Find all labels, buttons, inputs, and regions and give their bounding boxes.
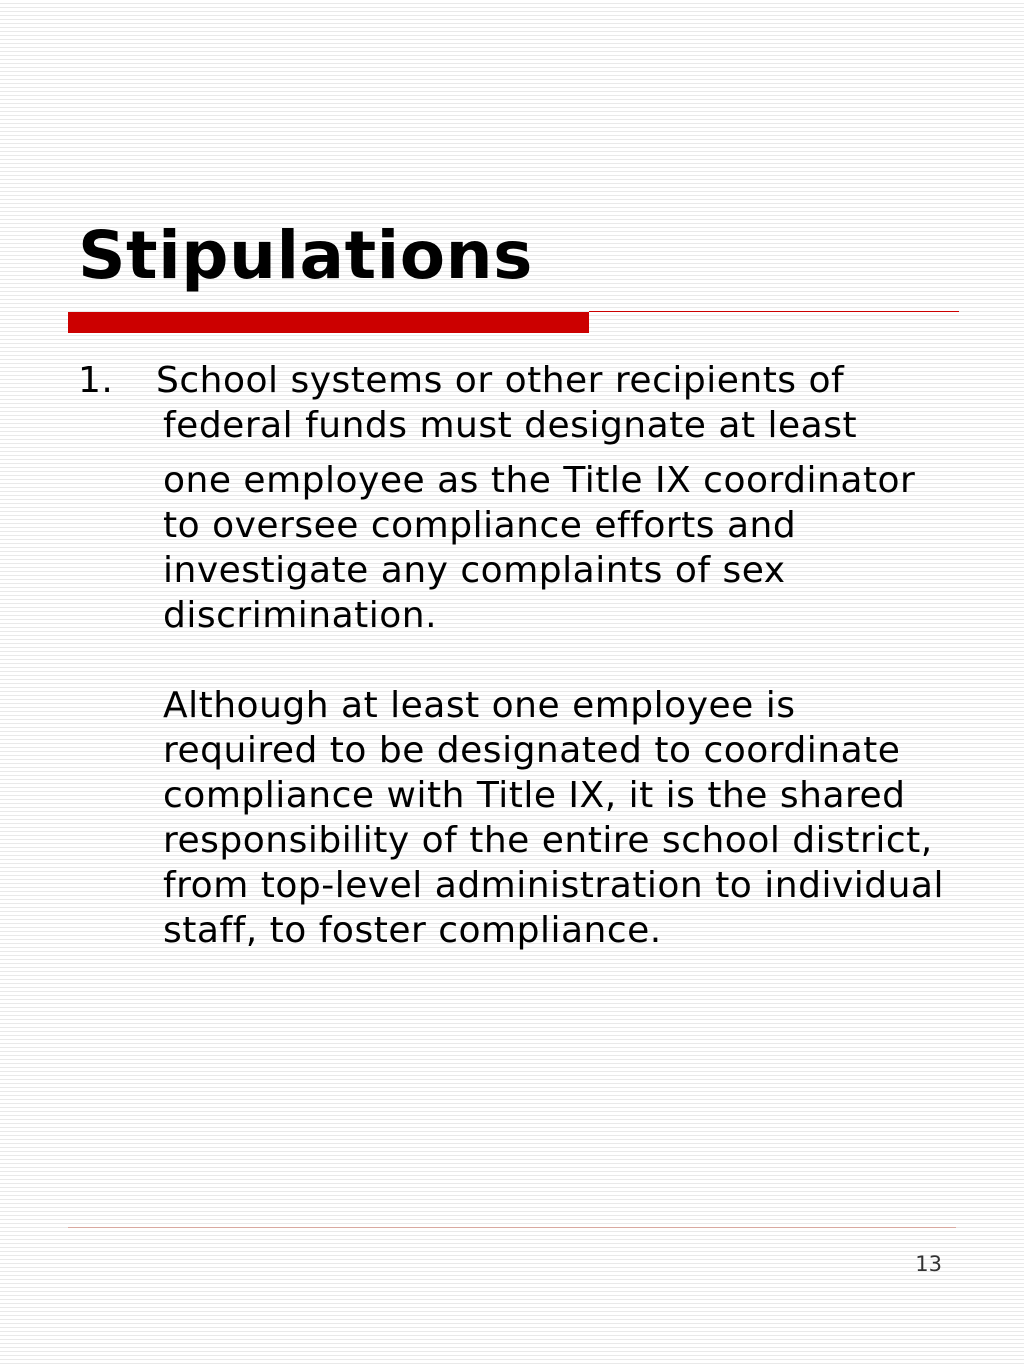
slide-body bbox=[78, 358, 978, 953]
item-paragraph-coordinator: one employee as the Title IX coordinator to oversee compliance efforts and investigate any complaints of sex discrimination. bbox=[163, 460, 916, 636]
item-line-2: federal funds must designate at least bbox=[163, 405, 858, 446]
footer-divider-line bbox=[68, 1227, 956, 1228]
slide-title: Stipulations bbox=[78, 217, 533, 294]
title-divider-line bbox=[589, 311, 959, 312]
item-number: 1. bbox=[78, 360, 114, 401]
item-first-line: School systems or other recipients of bbox=[156, 360, 845, 401]
page-number: 13 bbox=[915, 1252, 942, 1276]
item-paragraph-shared-responsibility: Although at least one employee is required to be designated to coordinate compliance with Title IX, it is the shared responsibility of the entire school district, from top-level administration to individual staff, to foster compliance. bbox=[163, 685, 944, 951]
title-accent-bar bbox=[68, 312, 589, 333]
